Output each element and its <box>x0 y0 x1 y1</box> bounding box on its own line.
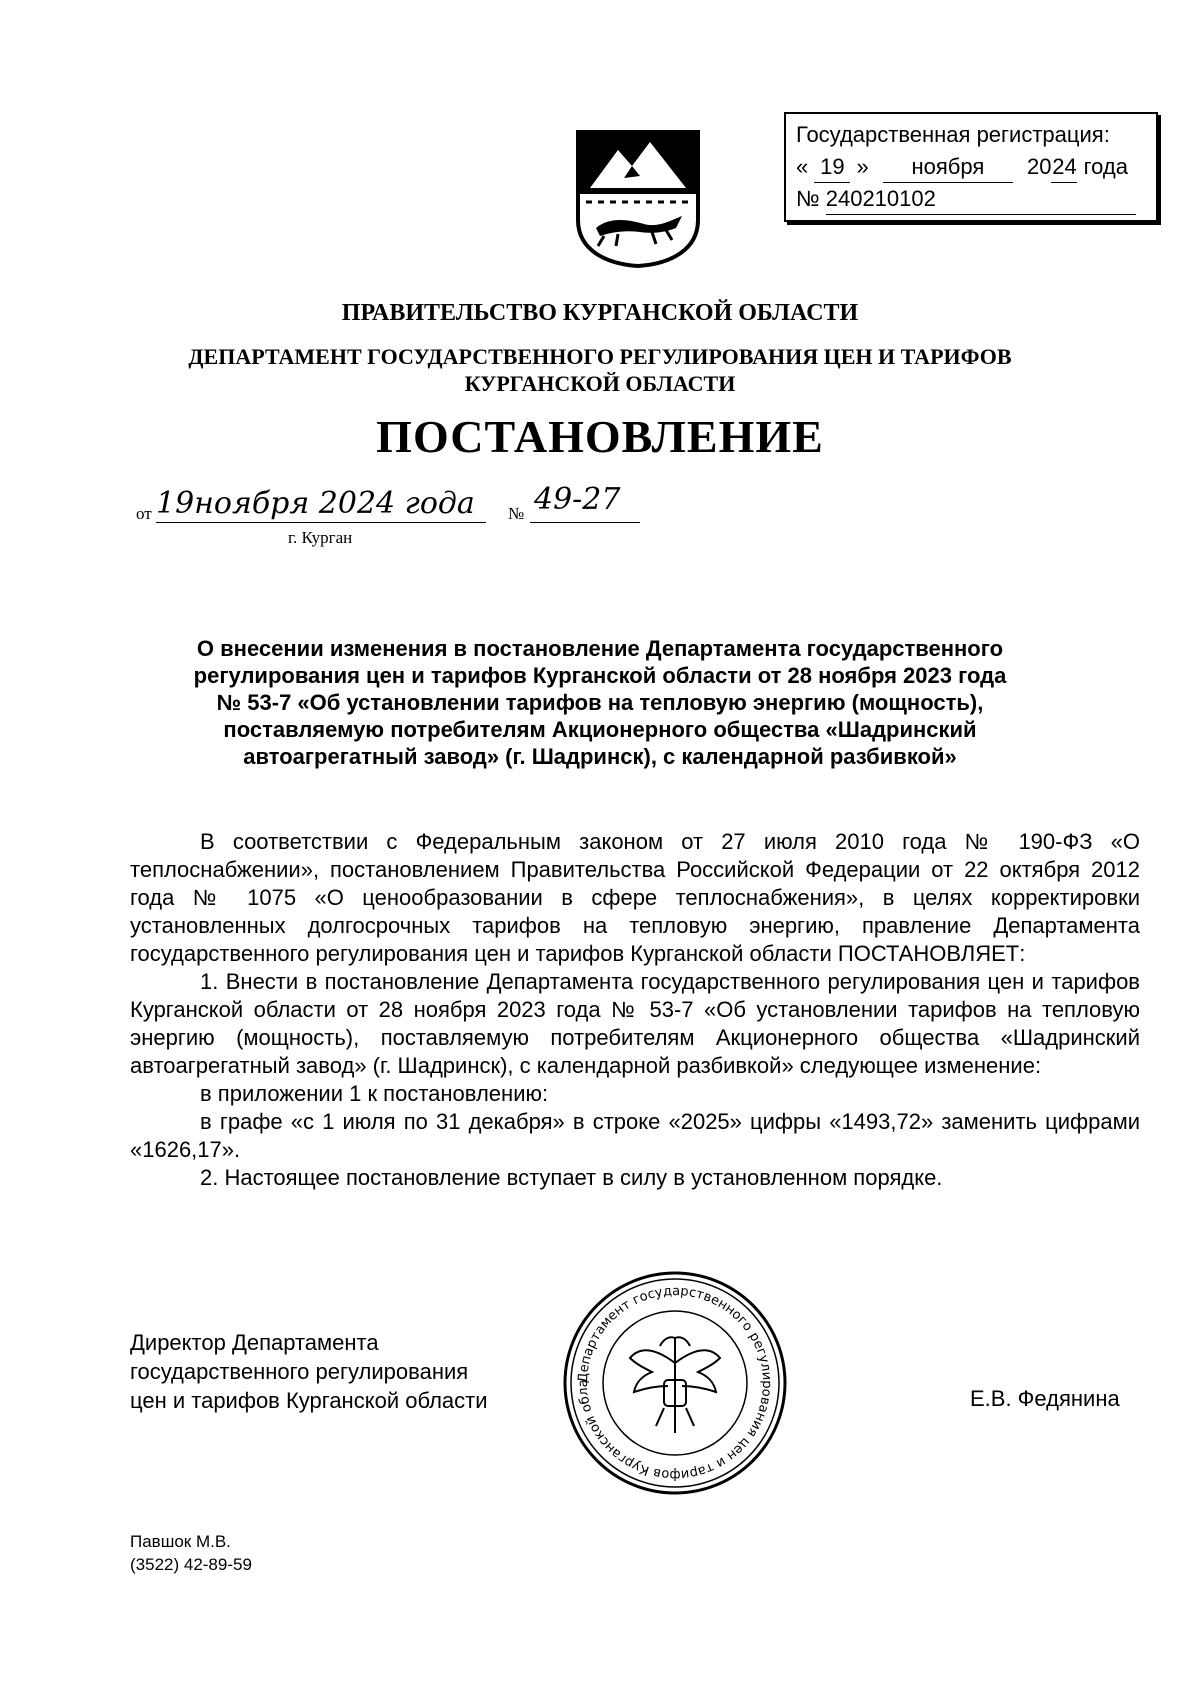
body-paragraph: в графе «с 1 июля по 31 декабря» в строке «2025» цифры «1493,72» заменить цифрами «1626,17». <box>130 1109 1140 1162</box>
city-label: г. Курган <box>288 528 353 547</box>
body-paragraph: 2. Настоящее постановление вступает в силу в установленном порядке. <box>200 1165 943 1190</box>
registration-day: 19 <box>814 152 850 183</box>
date-number-line <box>136 482 656 547</box>
number-underline <box>530 522 640 523</box>
document-type-title: ПОСТАНОВЛЕНИЕ <box>376 411 824 462</box>
handwritten-number: 49-27 <box>534 482 621 517</box>
contact-info <box>130 1530 252 1576</box>
registration-stamp <box>784 112 1158 222</box>
registration-month: ноября <box>883 152 1013 183</box>
date-from-label: от <box>136 504 152 523</box>
document-subject: О внесении изменения в постановление Департамента государственного регулирования цен и тарифов Курганской области от 28 ноября 2023 года № 53-7 «Об установлении тарифов на тепловую энергию (мощность), поставляемую потребителям Акционерного общества «Шадринский автоагрегатный завод» (г. Шадринск), с календарной разбивкой» <box>193 636 1007 769</box>
government-title: ПРАВИТЕЛЬСТВО КУРГАНСКОЙ ОБЛАСТИ <box>341 300 859 326</box>
contact-phone: (3522) 42-89-59 <box>130 1555 252 1574</box>
registration-date: « 19 » ноября 2024 года <box>796 152 1128 183</box>
coat-of-arms-icon <box>570 128 706 268</box>
body-paragraph: В соответствии с Федеральным законом от 27 июля 2010 года № 190-ФЗ «О теплоснабжении», постановлением Правительства Российской Федерации от 22 октября 2012 года № 1075 «О ценообразовании в сфере теплоснабжения», в целях корректировки установленных долгосрочных тарифов на тепловую энергию, правление Департамента государственного регулирования цен и тарифов Курганской области ПОСТАНОВЛЯЕТ: <box>130 829 1140 966</box>
registration-number: № 240210102 <box>796 184 1136 215</box>
signer-name: Е.В. Федянина <box>970 1386 1120 1411</box>
contact-name: Павшок М.В. <box>130 1532 231 1551</box>
handwritten-date: 19ноября 2024 года <box>156 486 475 521</box>
number-label: № <box>508 504 525 523</box>
official-seal-icon <box>560 1268 790 1498</box>
signer-position: Директор Департамента государственного регулирования цен и тарифов Курганской области <box>130 1330 488 1413</box>
department-title: ДЕПАРТАМЕНТ ГОСУДАРСТВЕННОГО РЕГУЛИРОВАНИЯ ЦЕН И ТАРИФОВ КУРГАНСКОЙ ОБЛАСТИ <box>188 344 1012 396</box>
document-body <box>130 828 1140 1192</box>
seal-text: Департамент государственного регулирования цен и тарифов Курганской обла <box>575 1283 775 1483</box>
registration-year: 24 <box>1051 152 1077 183</box>
body-paragraph: 1. Внести в постановление Департамента государственного регулирования цен и тарифов Курганской области от 28 ноября 2023 года № 53-7 «Об установлении тарифов на тепловую энергию (мощность), поставляемую потребителям Акционерного общества «Шадринский автоагрегатный завод» (г. Шадринск), с календарной разбивкой» следующее изменение: <box>130 969 1140 1078</box>
body-paragraph: в приложении 1 к постановлению: <box>200 1081 549 1106</box>
date-underline <box>156 522 486 523</box>
registration-title: Государственная регистрация: <box>796 122 1110 147</box>
